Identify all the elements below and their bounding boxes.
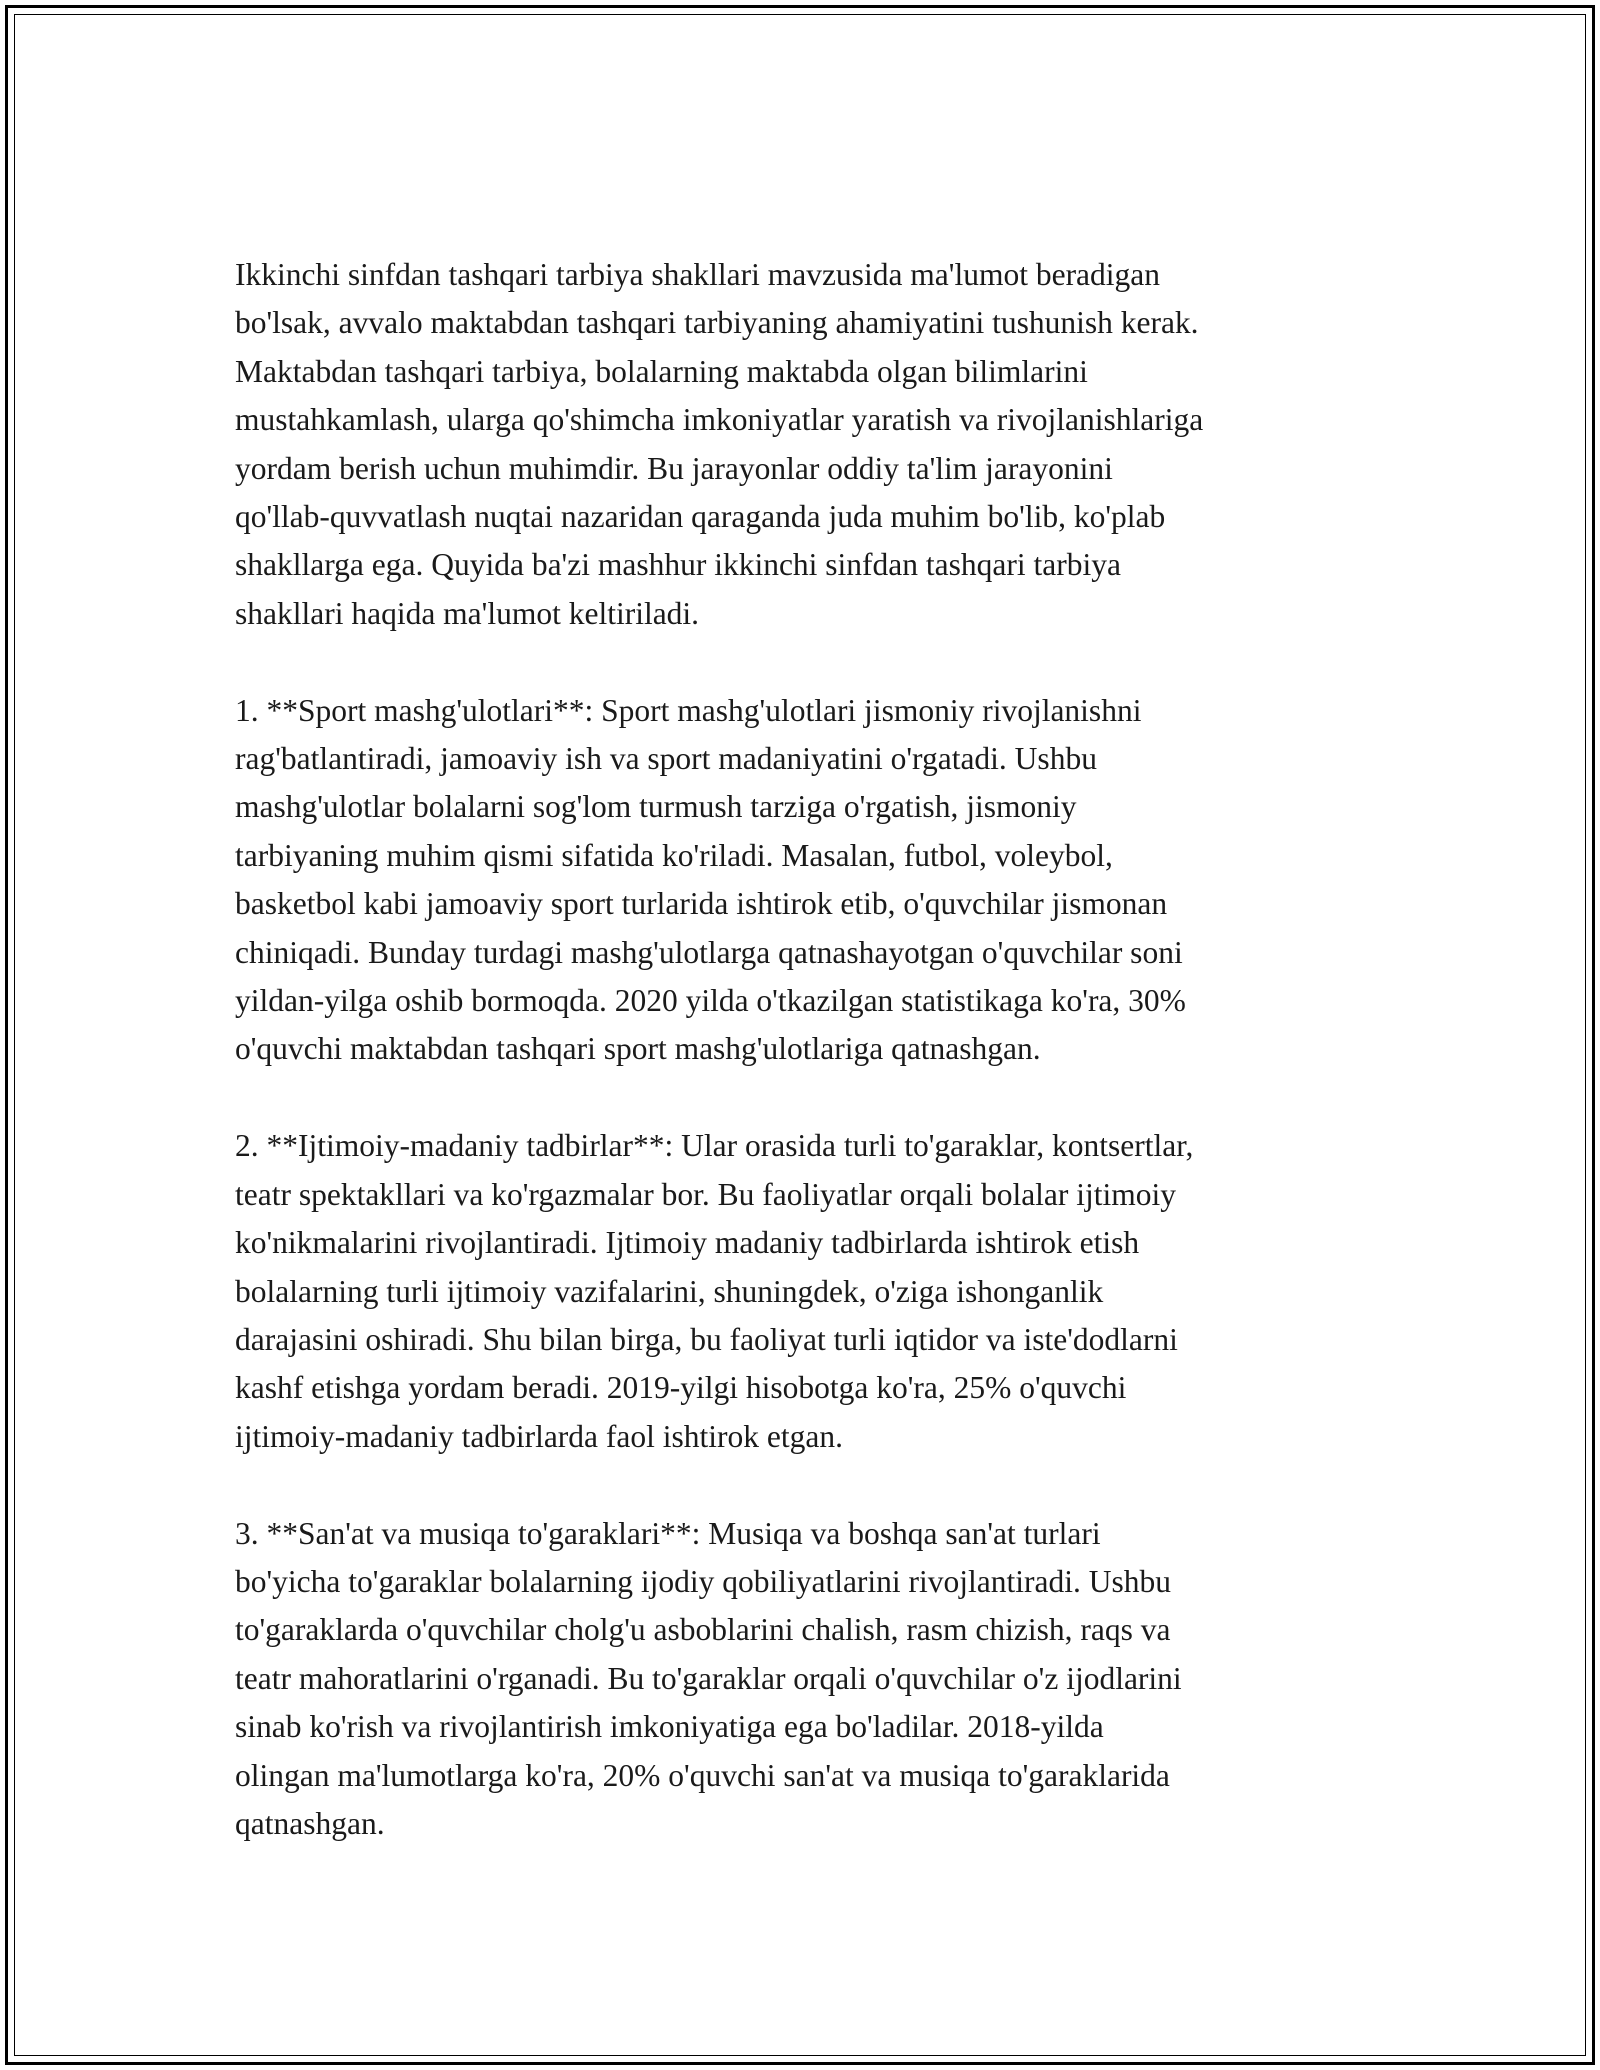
art-music-paragraph: 3. **San'at va musiqa to'garaklari**: Musiqa va boshqa san'at turlari bo'yicha to'garaklar bolalarning ijodiy qobiliyatlarini rivojlantiradi. Ushbu to'garaklarda o'quvchilar cholg'u asboblarini chalish, rasm chizish, raqs va teatr mahoratlarini o'rganadi. Bu to'garaklar orqali o'quvchilar o'z ijodlarini sinab ko'rish va rivojlantirish imkoniyatiga ega bo'ladilar. 2018-yilda olingan ma'lumotlarga ko'ra, 20% o'quvchi san'at va musiqa to'garaklarida qatnashgan. (235, 1515, 1182, 1841)
document-body (235, 251, 1385, 1848)
sport-paragraph: 1. **Sport mashg'ulotlari**: Sport mashg'ulotlari jismoniy rivojlanishni rag'batlantiradi, jamoaviy ish va sport madaniyatini o'rgatadi. Ushbu mashg'ulotlar bolalarni sog'lom turmush tarziga o'rgatish, jismoniy tarbiyaning muhim qismi sifatida ko'riladi. Masalan, futbol, voleybol, basketbol kabi jamoaviy sport turlarida ishtirok etib, o'quvchilar jismonan chiniqadi. Bunday turdagi mashg'ulotlarga qatnashayotgan o'quvchilar soni yildan-yilga oshib bormoqda. 2020 yilda o'tkazilgan statistikaga ko'ra, 30% o'quvchi maktabdan tashqari sport mashg'ulotlariga qatnashgan. (235, 692, 1186, 1067)
social-cultural-paragraph: 2. **Ijtimoiy-madaniy tadbirlar**: Ular orasida turli to'garaklar, kontsertlar, teatr spektakllari va ko'rgazmalar bor. Bu faoliyatlar orqali bolalar ijtimoiy ko'nikmalarini rivojlantiradi. Ijtimoiy madaniy tadbirlarda ishtirok etish bolalarning turli ijtimoiy vazifalarini, shuningdek, o'ziga ishonganlik darajasini oshiradi. Shu bilan birga, bu faoliyat turli iqtidor va iste'dodlarni kashf etishga yordam beradi. 2019-yilgi hisobotga ko'ra, 25% o'quvchi ijtimoiy-madaniy tadbirlarda faol ishtirok etgan. (235, 1128, 1194, 1454)
intro-paragraph: Ikkinchi sinfdan tashqari tarbiya shakllari mavzusida ma'lumot beradigan bo'lsak, avvalo maktabdan tashqari tarbiyaning ahamiyatini tushunish kerak. Maktabdan tashqari tarbiya, bolalarning maktabda olgan bilimlarini mustahkamlash, ularga qo'shimcha imkoniyatlar yaratish va rivojlanishlariga yordam berish uchun muhimdir. Bu jarayonlar oddiy ta'lim jarayonini qo'llab-quvvatlash nuqtai nazaridan qaraganda juda muhim bo'lib, ko'plab shakllarga ega. Quyida ba'zi mashhur ikkinchi sinfdan tashqari tarbiya shakllari haqida ma'lumot keltiriladi. (235, 257, 1204, 631)
